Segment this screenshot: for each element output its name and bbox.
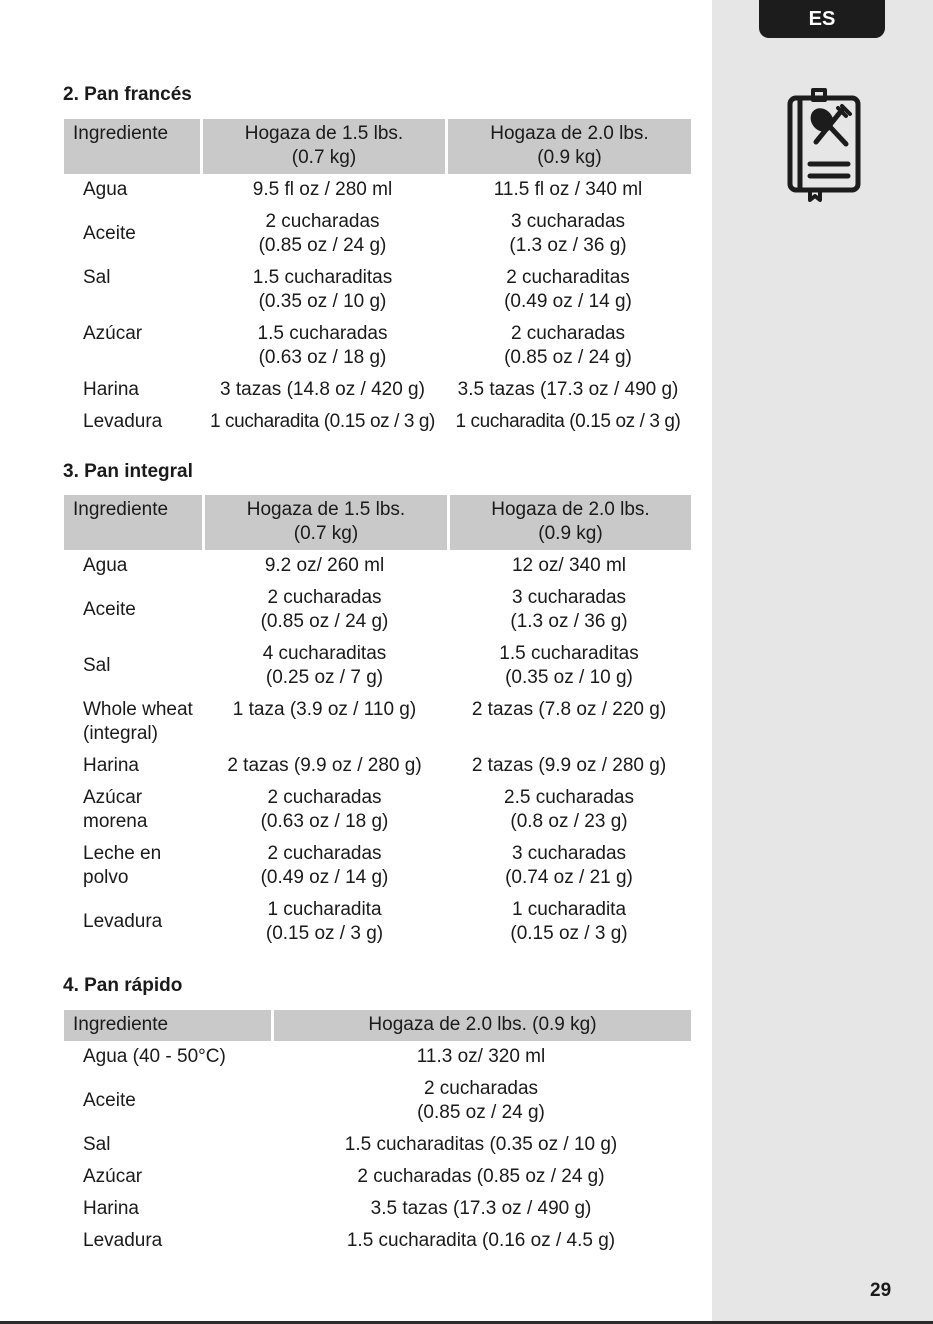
amount-cell: 2 cucharadas (0.85 oz / 24 g) — [504, 323, 632, 368]
table-row — [64, 1129, 691, 1161]
amount-cell: 3 cucharadas (1.3 oz / 36 g) — [509, 211, 627, 256]
ingredient-name: Harina — [83, 755, 139, 776]
table-row — [64, 582, 691, 638]
ingredient-name: Agua — [83, 555, 128, 576]
ingredient-name: Aceite — [83, 223, 136, 244]
section-title-pan-rapido: 4. Pan rápido — [63, 975, 183, 996]
header-loaf-large: Hogaza de 2.0 lbs. (0.9 kg) — [271, 1010, 691, 1041]
ingredient-name: Azúcar — [83, 1166, 143, 1187]
table-row — [64, 638, 691, 694]
ingredient-name: Azúcar morena — [83, 787, 148, 832]
amount-cell: 9.5 fl oz / 280 ml — [252, 179, 393, 200]
language-tab[interactable]: ES — [759, 0, 885, 38]
header-ingredient: Ingrediente — [64, 1010, 271, 1041]
table-row — [64, 750, 691, 782]
table-row — [64, 374, 691, 406]
table-row — [64, 694, 691, 750]
table-row — [64, 206, 691, 262]
header-loaf-large: Hogaza de 2.0 lbs. (0.9 kg) — [445, 119, 691, 174]
ingredient-name: Aceite — [83, 1090, 136, 1111]
amount-cell: 9.2 oz/ 260 ml — [264, 555, 385, 576]
table-row — [64, 1073, 691, 1129]
amount-cell: 1 cucharadita (0.15 oz / 3 g) — [455, 411, 681, 432]
amount-cell: 2 cucharadas (0.49 oz / 14 g) — [260, 843, 389, 888]
amount-cell: 3.5 tazas (17.3 oz / 490 g) — [457, 379, 679, 400]
table-row — [64, 838, 691, 894]
amount-cell: 11.5 fl oz / 340 ml — [493, 179, 643, 200]
header-loaf-small: Hogaza de 1.5 lbs. (0.7 kg) — [202, 495, 447, 550]
amount-cell: 2 cucharadas (0.85 oz / 24 g) — [258, 211, 387, 256]
ingredient-name: Azúcar — [83, 323, 143, 344]
header-ingredient: Ingrediente — [64, 119, 200, 174]
header-loaf-small: Hogaza de 1.5 lbs. (0.7 kg) — [200, 119, 445, 174]
amount-cell: 2 tazas (9.9 oz / 280 g) — [471, 755, 667, 776]
ingredient-name: Harina — [83, 379, 139, 400]
ingredient-name: Aceite — [83, 599, 136, 620]
ingredient-name: Sal — [83, 1134, 111, 1155]
amount-cell: 1 taza (3.9 oz / 110 g) — [232, 699, 417, 720]
ingredient-name: Agua (40 - 50°C) — [83, 1046, 226, 1067]
section-title-pan-integral: 3. Pan integral — [63, 461, 193, 482]
section-title-pan-frances: 2. Pan francés — [63, 84, 192, 105]
amount-cell: 1 cucharadita (0.15 oz / 3 g) — [210, 411, 435, 432]
ingredient-name: Harina — [83, 1198, 139, 1219]
amount-cell: 2 tazas (7.8 oz / 220 g) — [471, 699, 667, 720]
table-row — [64, 174, 691, 206]
table-row — [64, 1161, 691, 1193]
amount-cell: 3.5 tazas (17.3 oz / 490 g) — [370, 1198, 592, 1219]
table-row — [64, 406, 691, 438]
table-row — [64, 894, 691, 950]
amount-cell: 11.3 oz/ 320 ml — [416, 1046, 546, 1067]
recipe-table-pan-frances — [64, 119, 691, 438]
amount-cell: 1.5 cucharadas (0.63 oz / 18 g) — [257, 323, 388, 368]
header-loaf-large: Hogaza de 2.0 lbs. (0.9 kg) — [447, 495, 691, 550]
ingredient-name: Sal — [83, 655, 111, 676]
table-row — [64, 1193, 691, 1225]
amount-cell: 1.5 cucharaditas (0.35 oz / 10 g) — [499, 643, 639, 688]
amount-cell: 2 cucharaditas (0.49 oz / 14 g) — [504, 267, 632, 312]
recipe-table-pan-rapido — [64, 1010, 691, 1257]
ingredient-name: Levadura — [83, 1230, 163, 1251]
amount-cell: 2.5 cucharadas (0.8 oz / 23 g) — [504, 787, 634, 832]
table-row — [64, 1225, 691, 1257]
amount-cell: 2 tazas (9.9 oz / 280 g) — [227, 755, 422, 776]
amount-cell: 1.5 cucharaditas (0.35 oz / 10 g) — [344, 1134, 618, 1155]
recipe-book-icon — [780, 88, 864, 204]
ingredient-name: Levadura — [83, 911, 163, 932]
ingredient-name: Whole wheat (integral) — [83, 699, 193, 744]
table-row — [64, 550, 691, 582]
amount-cell: 3 cucharadas (1.3 oz / 36 g) — [510, 587, 628, 632]
ingredient-name: Levadura — [83, 411, 163, 432]
amount-cell: 2 cucharadas (0.63 oz / 18 g) — [260, 787, 389, 832]
amount-cell: 1.5 cucharadita (0.16 oz / 4.5 g) — [346, 1230, 616, 1251]
ingredient-name: Sal — [83, 267, 111, 288]
amount-cell: 3 cucharadas (0.74 oz / 21 g) — [505, 843, 633, 888]
table-row — [64, 262, 691, 318]
amount-cell: 1.5 cucharaditas (0.35 oz / 10 g) — [252, 267, 393, 312]
ingredient-name: Agua — [83, 179, 128, 200]
recipe-table-pan-integral — [64, 495, 691, 950]
table-row — [64, 782, 691, 838]
header-ingredient: Ingrediente — [64, 495, 202, 550]
amount-cell: 3 tazas (14.8 oz / 420 g) — [220, 379, 425, 400]
amount-cell: 12 oz/ 340 ml — [511, 555, 627, 576]
amount-cell: 2 cucharadas (0.85 oz / 24 g) — [357, 1166, 605, 1187]
page-number: 29 — [870, 1280, 892, 1301]
table-row — [64, 1041, 691, 1073]
amount-cell: 4 cucharaditas (0.25 oz / 7 g) — [262, 643, 387, 688]
amount-cell: 2 cucharadas (0.85 oz / 24 g) — [260, 587, 389, 632]
table-row — [64, 318, 691, 374]
amount-cell: 1 cucharadita (0.15 oz / 3 g) — [265, 899, 384, 944]
amount-cell: 2 cucharadas (0.85 oz / 24 g) — [417, 1078, 545, 1123]
amount-cell: 1 cucharadita (0.15 oz / 3 g) — [510, 899, 628, 944]
ingredient-name: Leche en polvo — [83, 843, 162, 888]
